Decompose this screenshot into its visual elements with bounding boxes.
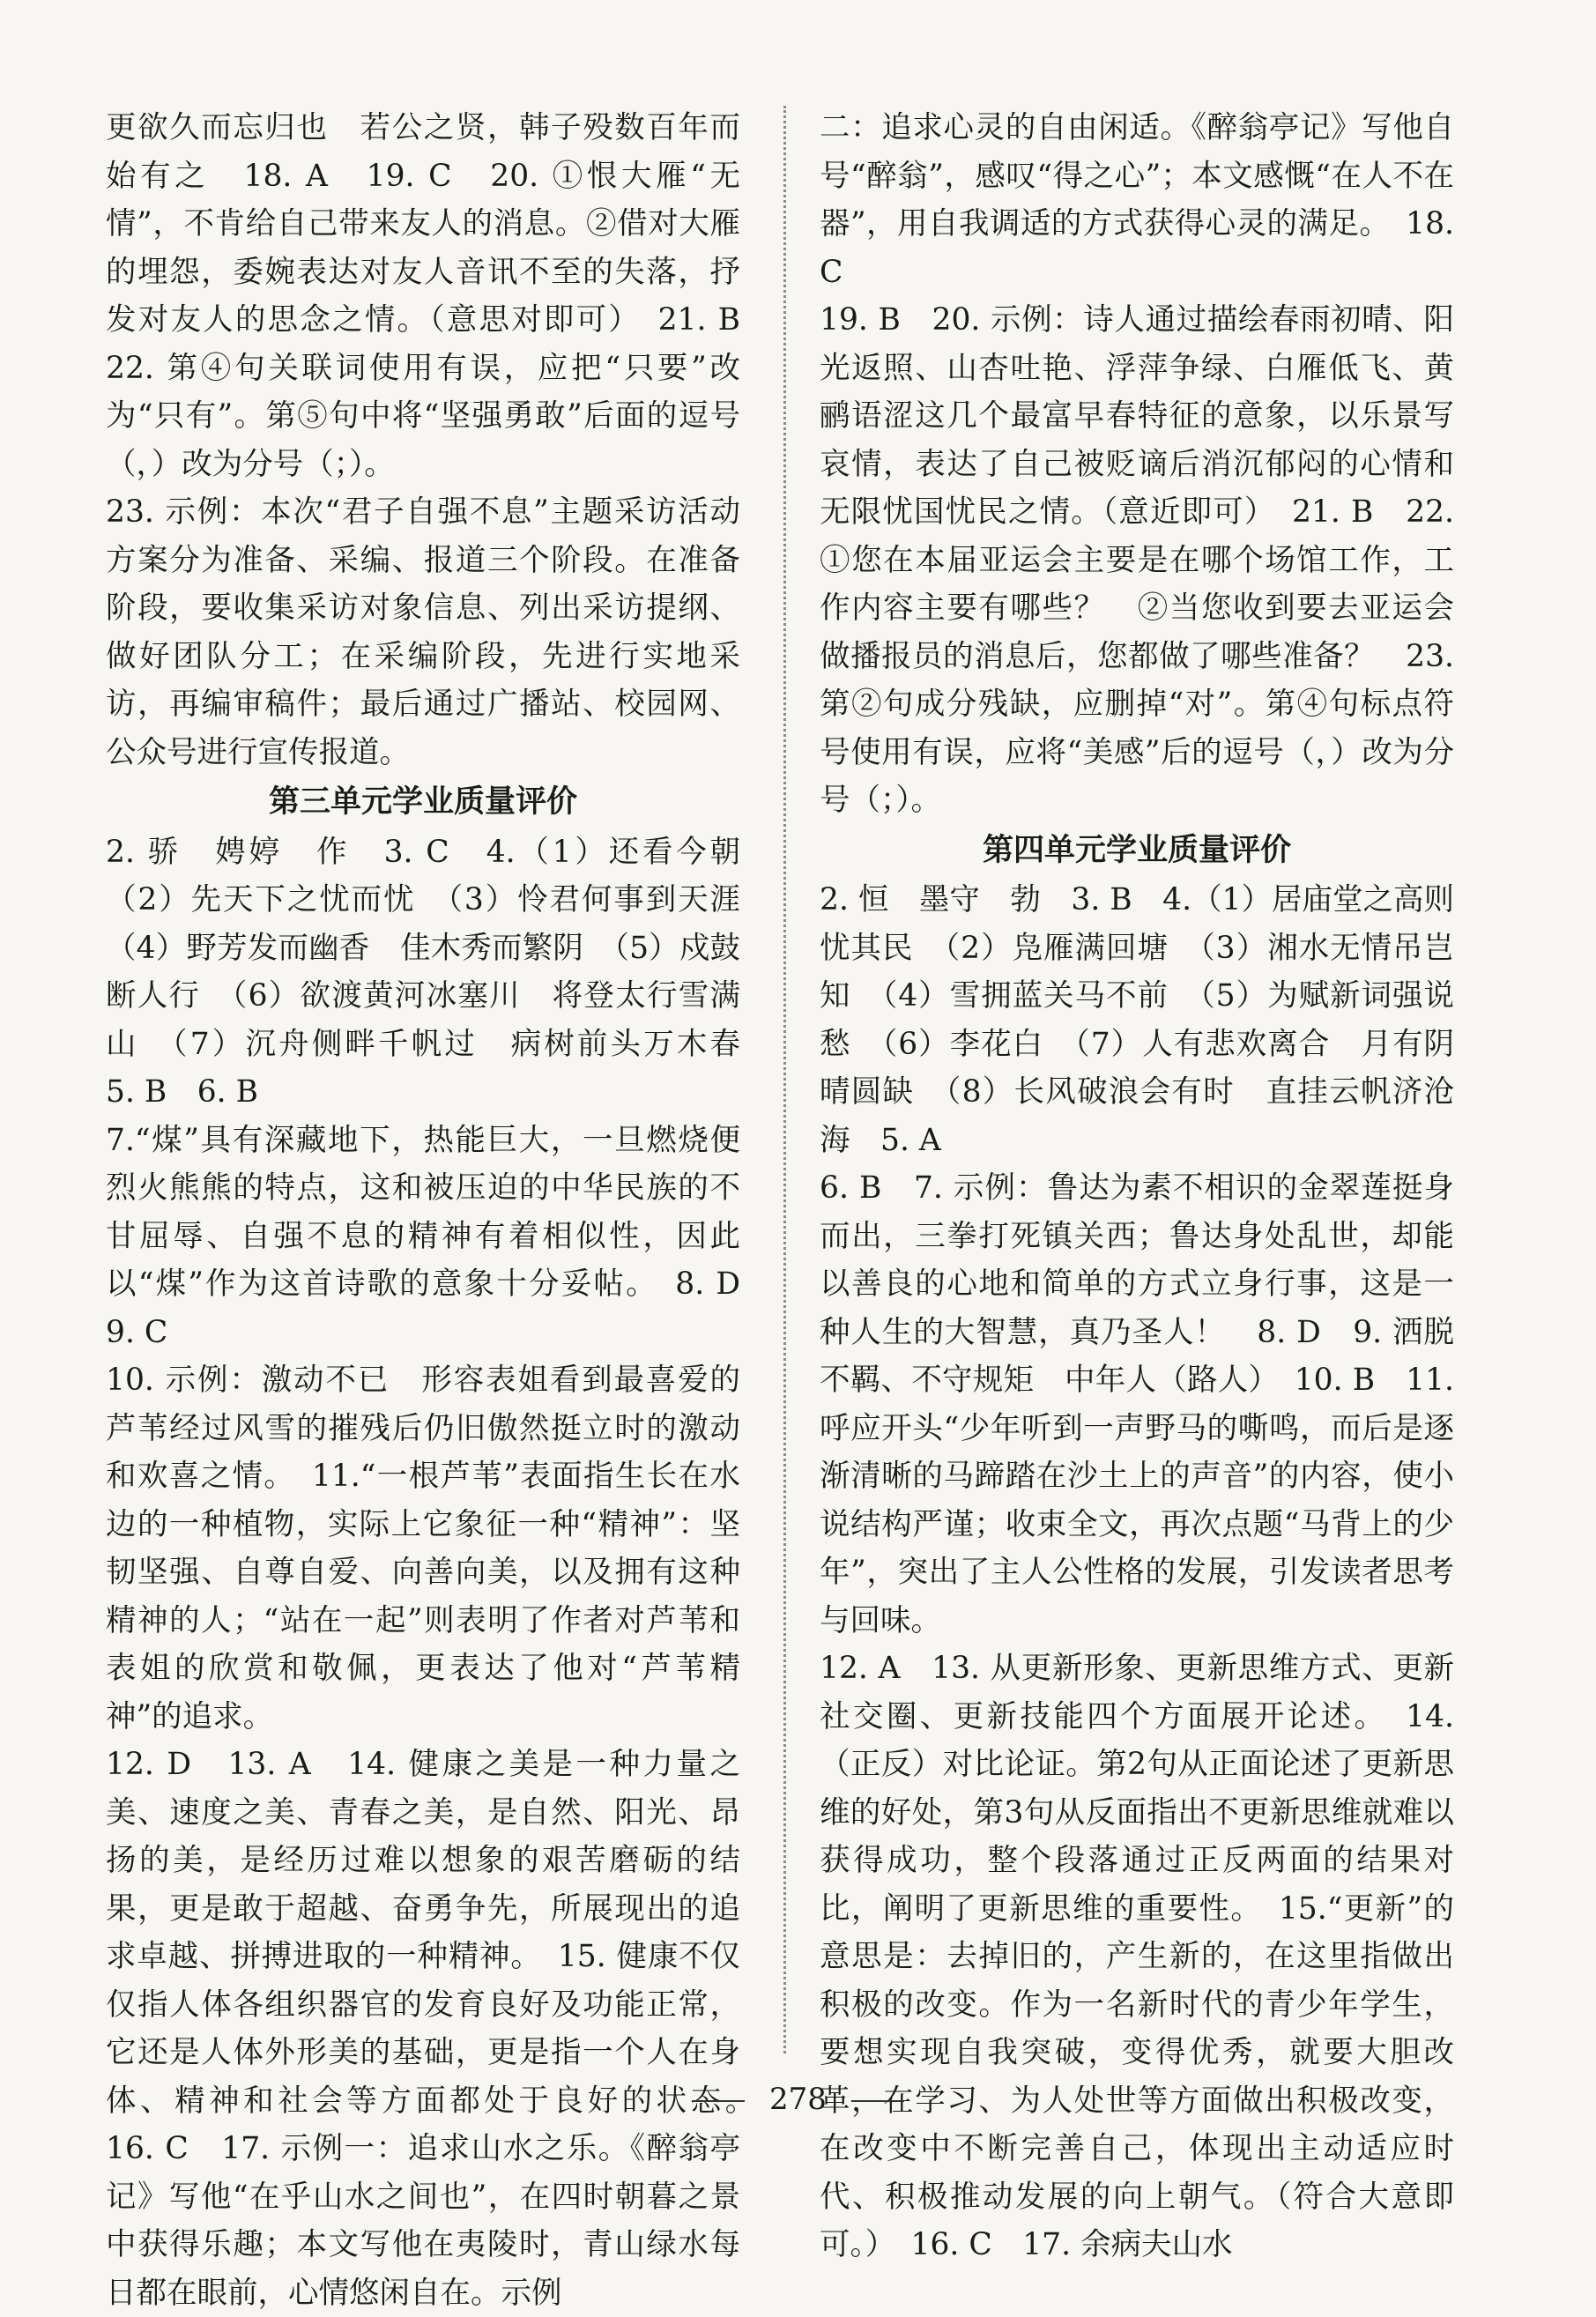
answer-paragraph: 2. 恒 墨守 勃 3. B 4.（1）居庙堂之高则忧其民 （2）凫雁满回塘 （3）湘水无情吊岂知 （4）雪拥蓝关马不前 （5）为赋新词强说愁 （6）李花白 （7）人有悲欢离合 月有阴晴圆缺 （8）长风破浪会有时 直挂云帆济沧海 5. A [820,882,1454,1158]
answer-paragraph: 19. B 20. 示例：诗人通过描绘春雨初晴、阳光返照、山杏吐艳、浮萍争绿、白雁低飞、黄鹂语涩这几个最富早春特征的意象，以乐景写哀情，表达了自己被贬谪后消沉郁闷的心情和无限忧国忧民之情。（意近即可） 21. B 22. ①您在本届亚运会主要是在哪个场馆工作，工作内容主要有哪些？ ②当您收到要去亚运会做播报员的消息后，您都做了哪些准备？ 23. 第②句成分残缺，应删掉“对”。第④句标点符号使用有误，应将“美感”后的逗号（，）改为分号（；）。 [820,302,1454,818]
column-divider [783,106,786,2053]
page-number-text: 278 [769,2082,827,2117]
answer-paragraph: 2. 骄 娉婷 作 3. C 4.（1）还看今朝 （2）先天下之忧而忧 （3）怜君何事到天涯 （4）野芳发而幽香 佳木秀而繁阴 （5）戍鼓断人行 （6）欲渡黄河冰塞川 将登太行雪满山 （7）沉舟侧畔千帆过 病树前头万木春 5. B 6. B [106,834,771,1110]
page-number [0,2082,1596,2117]
answer-paragraph: 12. D 13. A 14. 健康之美是一种力量之美、速度之美、青春之美，是自然、阳光、昂扬的美，是经历过难以想象的艰苦磨砺的结果，更是敢于超越、奋勇争先，所展现出的追求卓越、拼搏进取的一种精神。 15. 健康不仅仅指人体各组织器官的发育良好及功能正常，它还是人体外形美的基础，更是指一个人在身体、精神和社会等方面都处于良好的状态。 16. C 17. 示例一：追求山水之乐。《醉翁亭记》写他“在乎山水之间也”，在四时朝暮之景中获得乐趣；本文写他在夷陵时，青山绿水每日都在眼前，心情悠闲自在。示例 [106,1747,771,2311]
answer-paragraph: 10. 示例：激动不已 形容表姐看到最喜爱的芦苇经过风雪的摧残后仍旧傲然挺立时的激动和欢喜之情。 11.“一根芦苇”表面指生长在水边的一种植物，实际上它象征一种“精神”：坚韧坚强、自尊自爱、向善向美，以及拥有这种精神的人；“站在一起”则表明了作者对芦苇和表姐的欣赏和敬佩，更表达了他对“芦苇精神”的追求。 [106,1363,740,1734]
right-column [820,104,1454,2262]
answer-paragraph: 23. 示例：本次“君子自强不息”主题采访活动方案分为准备、采编、报道三个阶段。在准备阶段，要收集采访对象信息、列出采访提纲、做好团队分工；在采编阶段，先进行实地采访，再编审稿件；最后通过广播站、校园网、公众号进行宣传报道。 [106,494,740,770]
answer-paragraph: 6. B 7. 示例：鲁达为素不相识的金翠莲挺身而出，三拳打死镇关西；鲁达身处乱世，却能以善良的心地和简单的方式立身行事，这是一种人生的大智慧，真乃圣人！ 8. D 9. 洒脱不羁、不守规矩 中年人（路人） 10. B 11. 呼应开头“少年听到一声野马的嘶鸣，而后是逐渐清晰的马蹄踏在沙土上的声音”的内容，使小说结构严谨；收束全文，再次点题“马背上的少年”，突出了主人公性格的发展，引发读者思考与回味。 [820,1170,1454,1638]
page-number-dash [692,2100,745,2102]
page-number-dash [851,2100,904,2102]
section-heading: 第三单元学业质量评价 [268,783,577,820]
section-heading: 第四单元学业质量评价 [982,831,1291,868]
answer-paragraph: 二：追求心灵的自由闲适。《醉翁亭记》写他自号“醉翁”，感叹“得之心”；本文感慨“在人不在器”，用自我调适的方式获得心灵的满足。 18. C [820,110,1454,290]
left-column [106,104,771,2311]
answer-paragraph: 7.“煤”具有深藏地下，热能巨大，一旦燃烧便烈火熊熊的特点，这和被压迫的中华民族的不甘屈辱、自强不息的精神有着相似性，因此以“煤”作为这首诗歌的意象十分妥帖。 8. D 9. C [106,1122,771,1350]
answer-paragraph: 更欲久而忘归也 若公之贤，韩子殁数百年而始有之 18. A 19. C 20. ①恨大雁“无情”，不肯给自己带来友人的消息。②借对大雁的埋怨，委婉表达对友人音讯不至的失落，抒发对友人的思念之情。（意思对即可） 21. B 22. 第④句关联词使用有误，应把“只要”改为“只有”。第⑤句中将“坚强勇敢”后面的逗号（，）改为分号（；）。 [106,110,771,482]
answer-paragraph: 12. A 13. 从更新形象、更新思维方式、更新社交圈、更新技能四个方面展开论述。 14.（正反）对比论证。第2句从正面论述了更新思维的好处，第3句从反面指出不更新思维就难以获得成功，整个段落通过正反两面的结果对比，阐明了更新思维的重要性。 15.“更新”的意思是：去掉旧的，产生新的，在这里指做出积极的改变。作为一名新时代的青少年学生，要想实现自我突破，变得优秀，就要大胆改革，在学习、为人处世等方面做出积极改变，在改变中不断完善自己，体现出主动适应时代、积极推动发展的向上朝气。（符合大意即可。） 16. C 17. 余病夫山水 [820,1651,1454,2262]
